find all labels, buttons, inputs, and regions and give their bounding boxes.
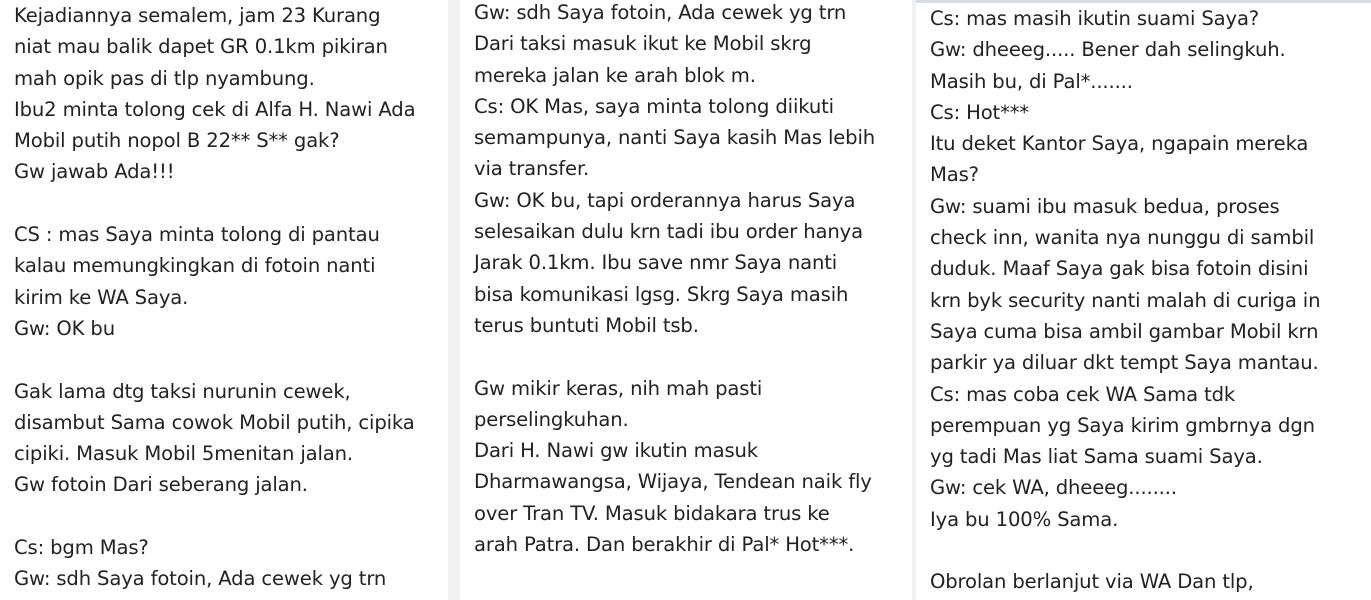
text-line: Gw: cek WA, dheeeg........ (930, 476, 1177, 500)
blank-line (930, 535, 1365, 566)
text-line: mah opik pas di tlp nyambung. (14, 66, 315, 90)
chat-transcript-column-2 (460, 0, 912, 600)
text-line: Gak lama dtg taksi nurunin cewek, (14, 379, 351, 403)
text-line: Iya bu 100% Sama. (930, 507, 1119, 531)
text-line: mereka jalan ke arah blok m. (474, 63, 756, 87)
transcript-lines (14, 0, 442, 595)
text-line: Gw fotoin Dari seberang jalan. (14, 473, 308, 497)
blank-line (14, 501, 442, 532)
text-line: cipiki. Masuk Mobil 5menitan jalan. (14, 442, 354, 466)
text-line: krn byk security nanti malah di curiga in (930, 288, 1321, 312)
text-line: arah Patra. Dan berakhir di Pal* Hot***. (474, 533, 855, 557)
text-line: check inn, wanita nya nunggu di sambil (930, 226, 1315, 250)
text-line: Jarak 0.1km. Ibu save nmr Saya nanti (474, 251, 838, 275)
text-line: Masih bu, di Pal*....... (930, 69, 1133, 93)
chat-transcript-column-1 (0, 0, 448, 600)
text-line: Dari H. Nawi gw ikutin masuk (474, 439, 758, 463)
text-line: kalau memungkingkan di fotoin nanti (14, 254, 376, 278)
text-line: Cs: mas masih ikutin suami Saya? (930, 7, 1260, 30)
text-line: Dari taksi masuk ikut ke Mobil skrg (474, 32, 812, 56)
text-line: niat mau balik dapet GR 0.1km pikiran (14, 35, 388, 59)
text-line: Gw mikir keras, nih mah pasti (474, 376, 763, 400)
text-line: Gw: sdh Saya fotoin, Ada cewek yg trn (474, 1, 847, 24)
blank-line (14, 188, 442, 219)
text-line: Mas? (930, 163, 979, 187)
text-line: CS : mas Saya minta tolong di pantau (14, 223, 380, 247)
text-line: Itu deket Kantor Saya, ngapain mereka (930, 132, 1309, 156)
chat-transcript-column-3 (916, 0, 1371, 600)
text-line: Kejadiannya semalem, jam 23 Kurang (14, 4, 381, 27)
text-line: Ibu2 minta tolong cek di Alfa H. Nawi Ada (14, 97, 416, 121)
text-line: bisa komunikasi lgsg. Skrg Saya masih (474, 282, 849, 306)
transcript-lines (930, 3, 1365, 598)
text-line: semampunya, nanti Saya kasih Mas lebih (474, 126, 876, 150)
text-line: selesaikan dulu krn tadi ibu order hanya (474, 220, 863, 244)
text-line: Obrolan berlanjut via WA Dan tlp, (930, 570, 1254, 594)
text-line: Gw jawab Ada!!! (14, 160, 175, 184)
text-line: Saya cuma bisa ambil gambar Mobil krn (930, 319, 1319, 343)
text-line: Cs: Hot*** (930, 100, 1030, 124)
text-line: Cs: bgm Mas? (14, 536, 149, 560)
transcript-lines (474, 0, 906, 560)
blank-line (474, 341, 906, 372)
column-divider (448, 0, 460, 600)
text-line: Mobil putih nopol B 22** S** gak? (14, 129, 340, 153)
blank-line (14, 344, 442, 375)
text-line: Cs: mas coba cek WA Sama tdk (930, 382, 1236, 406)
text-line: parkir ya diluar dkt tempt Saya mantau. (930, 351, 1319, 375)
text-line: Gw: sdh Saya fotoin, Ada cewek yg trn (14, 567, 387, 591)
text-line: disambut Sama cowok Mobil putih, cipika (14, 410, 415, 434)
text-line: Gw: OK bu, tapi orderannya harus Saya (474, 188, 856, 212)
text-line: terus buntuti Mobil tsb. (474, 313, 699, 337)
text-line: duduk. Maaf Saya gak bisa fotoin disini (930, 257, 1309, 281)
text-line: Gw: OK bu (14, 316, 115, 340)
text-line: Gw: suami ibu masuk bedua, proses (930, 194, 1280, 218)
text-line: Dharmawangsa, Wijaya, Tendean naik fly (474, 470, 872, 494)
text-line: Gw: dheeeg..... Bener dah selingkuh. (930, 38, 1286, 62)
text-line: perselingkuhan. (474, 407, 629, 431)
text-line: yg tadi Mas liat Sama suami Saya. (930, 445, 1263, 469)
text-line: via transfer. (474, 157, 590, 181)
text-line: kirim ke WA Saya. (14, 285, 189, 309)
text-line: Cs: OK Mas, saya minta tolong diikuti (474, 94, 834, 118)
text-line: over Tran TV. Masuk bidakara trus ke (474, 501, 830, 525)
text-line: perempuan yg Saya kirim gmbrnya dgn (930, 413, 1315, 437)
